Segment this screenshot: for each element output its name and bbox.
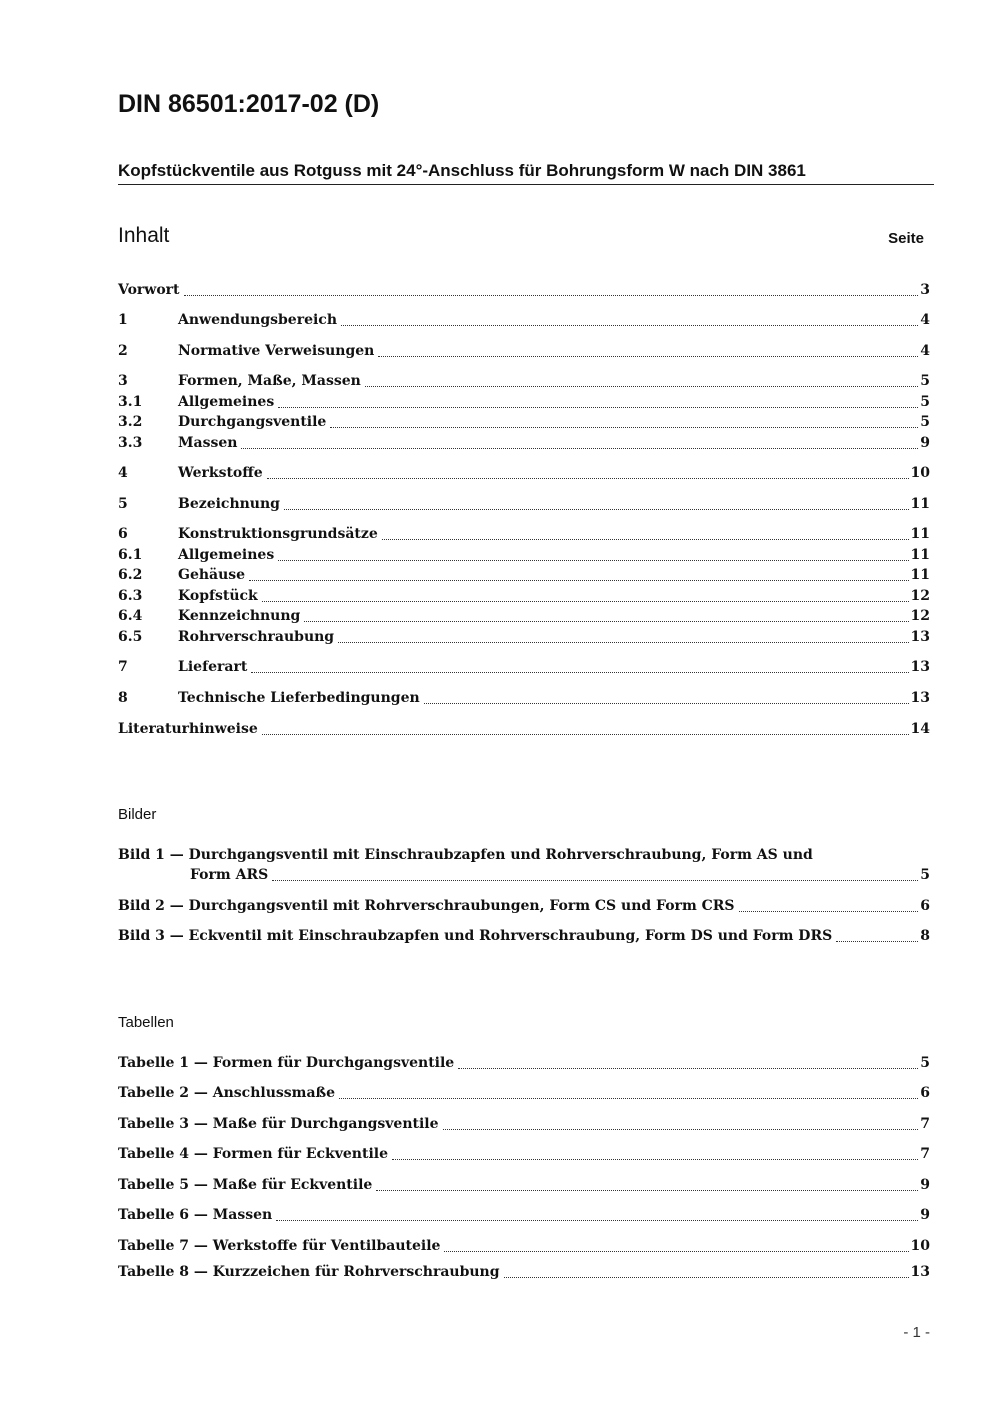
toc-entry-label: Tabelle 8 — Kurzzeichen für Rohrverschraubung [118,1264,500,1280]
toc-entry-number: 2 [118,343,128,359]
toc-entry[interactable] [118,565,930,585]
dot-leader [836,940,918,942]
toc-entry-label: Gehäuse [178,567,246,583]
toc-entry-label: Massen [178,435,238,451]
toc-entry[interactable] [118,463,930,483]
dot-leader [262,733,909,735]
toc-entry[interactable] [118,845,930,865]
toc-entry-number: 4 [118,465,128,481]
toc-entry[interactable] [118,586,930,606]
dot-leader [338,641,908,643]
toc-entry-page: 8 [920,928,930,944]
toc-entry-page: 5 [920,1055,930,1071]
toc-entry-label: Kopfstück [178,588,258,604]
toc-entry-number: 6 [118,526,128,542]
contents-heading: Inhalt [118,224,170,247]
page-column-label: Seite [888,230,924,247]
dot-leader [184,294,919,296]
toc-entry-page: 11 [910,496,930,512]
toc-entry-label: Bild 1 — Durchgangsventil mit Einschraubzapfen und Rohrverschraubung, Form AS und [118,847,813,863]
dot-leader [241,447,918,449]
dot-leader [458,1067,918,1069]
toc-entry-label: Tabelle 6 — Massen [118,1207,273,1223]
toc-entry-page: 11 [910,526,930,542]
toc-entry-label: Bild 2 — Durchgangsventil mit Rohrverschraubungen, Form CS und Form CRS [118,898,735,914]
toc-entry-page: 14 [910,721,930,737]
dot-leader [341,324,918,326]
toc-entry-label: Literaturhinweise [118,721,258,737]
toc-entry-number: 5 [118,496,128,512]
toc-entry-label: Lieferart [178,659,248,675]
dot-leader [267,477,909,479]
dot-leader [378,355,918,357]
dot-leader [392,1158,918,1160]
toc-entry-number: 8 [118,690,128,706]
dot-leader [339,1097,918,1099]
toc-entry[interactable] [118,341,930,361]
dot-leader [251,671,908,673]
toc-entry-number: 7 [118,659,128,675]
toc-entry-label: Tabelle 5 — Maße für Eckventile [118,1177,373,1193]
toc-entry-page: 10 [910,1238,930,1254]
toc-entry[interactable] [118,392,930,412]
toc-entry-label: Tabelle 3 — Maße für Durchgangsventile [118,1116,439,1132]
toc-entry-label: Anwendungsbereich [178,312,337,328]
toc-entry-page: 12 [910,588,930,604]
dot-leader [278,406,918,408]
toc-entry[interactable] [118,545,930,565]
toc-entry-label: Konstruktionsgrundsätze [178,526,378,542]
toc-entry-label: Rohrverschraubung [178,629,335,645]
toc-entry[interactable] [118,433,930,453]
toc-entry[interactable] [118,896,930,916]
toc-entry-page: 6 [920,1085,930,1101]
toc-entry-page: 10 [910,465,930,481]
toc-entry-label: Vorwort [118,282,180,298]
toc-entry[interactable] [118,627,930,647]
dot-leader [376,1189,918,1191]
toc-entry-label: Bild 3 — Eckventil mit Einschraubzapfen und Rohrverschraubung, Form DS und Form DRS [118,928,833,944]
toc-entry[interactable] [118,371,930,391]
dot-leader [382,538,909,540]
dot-leader [262,600,909,602]
dot-leader [272,879,918,881]
toc-entry-page: 7 [920,1146,930,1162]
toc-entry-label: Tabelle 4 — Formen für Eckventile [118,1146,388,1162]
toc-entry-page: 12 [910,608,930,624]
toc-entry-page: 13 [910,659,930,675]
toc-entry-page: 9 [920,1177,930,1193]
toc-entry[interactable] [118,657,930,677]
toc-entry-label: Allgemeines [178,547,275,563]
toc-entry-page: 5 [920,414,930,430]
toc-entry[interactable] [118,865,930,885]
toc-entry-page: 11 [910,567,930,583]
dot-leader [443,1128,919,1130]
toc-entry[interactable] [118,494,930,514]
dot-leader [304,620,908,622]
toc-entry-label: Tabelle 7 — Werkstoffe für Ventilbauteile [118,1238,441,1254]
toc-entry-number: 3 [118,373,128,389]
toc-entry-page: 7 [920,1116,930,1132]
toc-entry[interactable] [118,1114,930,1134]
toc-entry-page: 6 [920,898,930,914]
toc-entry-label: Tabelle 2 — Anschlussmaße [118,1085,336,1101]
toc-entry-number: 6.5 [118,629,143,645]
toc-entry[interactable] [118,1175,930,1195]
toc-entry-label: Formen, Maße, Massen [178,373,361,389]
toc-entry-number: 1 [118,312,128,328]
dot-leader [278,559,908,561]
toc-entry[interactable] [118,1262,930,1282]
toc-entry-number: 6.3 [118,588,143,604]
dot-leader [504,1276,909,1278]
toc-entry-page: 9 [920,435,930,451]
toc-entry-page: 13 [910,629,930,645]
toc-entry-number: 3.3 [118,435,143,451]
toc-entry-label: Normative Verweisungen [178,343,375,359]
toc-entry-page: 3 [920,282,930,298]
toc-entry-number: 6.2 [118,567,143,583]
toc-entry[interactable] [118,688,930,708]
dot-leader [249,579,908,581]
toc-entry-label: Allgemeines [178,394,275,410]
toc-entry-page: 13 [910,690,930,706]
toc-entry-label: Bezeichnung [178,496,280,512]
toc-entry[interactable] [118,926,930,946]
toc-entry-label: Werkstoffe [178,465,263,481]
dot-leader [365,385,918,387]
toc-entry-page: 13 [910,1264,930,1280]
dot-leader [276,1219,918,1221]
toc-entry[interactable] [118,412,930,432]
toc-entry-label: Tabelle 1 — Formen für Durchgangsventile [118,1055,455,1071]
toc-entry[interactable] [118,1144,930,1164]
toc-entry[interactable] [118,719,930,739]
tables-heading: Tabellen [118,1014,174,1031]
page-number: - 1 - [903,1324,930,1341]
toc-entry[interactable] [118,1205,930,1225]
toc-entry-page: 9 [920,1207,930,1223]
document-subtitle: Kopfstückventile aus Rotguss mit 24°-Anschluss für Bohrungsform W nach DIN 3861 [118,161,934,185]
toc-entry-page: 4 [920,343,930,359]
toc-entry-page: 11 [910,547,930,563]
toc-entry-page: 5 [920,394,930,410]
toc-entry-page: 5 [920,373,930,389]
toc-entry-number: 3.1 [118,394,143,410]
toc-entry[interactable] [118,280,930,300]
dot-leader [330,426,918,428]
toc-entry-label: Kennzeichnung [178,608,301,624]
toc-entry-page: 4 [920,312,930,328]
toc-entry[interactable] [118,606,930,626]
toc-entry[interactable] [118,524,930,544]
toc-entry-number: 6.4 [118,608,143,624]
document-id: DIN 86501:2017-02 (D) [118,90,380,118]
dot-leader [424,702,909,704]
dot-leader [444,1250,908,1252]
toc-entry-label: Technische Lieferbedingungen [178,690,420,706]
dot-leader [739,910,919,912]
toc-entry[interactable] [118,1053,930,1073]
toc-entry-number: 6.1 [118,547,143,563]
toc-entry-page: 5 [920,867,930,883]
toc-entry[interactable] [118,1083,930,1103]
figures-heading: Bilder [118,806,157,823]
toc-entry-number: 3.2 [118,414,143,430]
toc-entry[interactable] [118,1236,930,1256]
toc-entry[interactable] [118,310,930,330]
dot-leader [284,508,909,510]
toc-entry-label: Form ARS [190,867,269,883]
toc-entry-label: Durchgangsventile [178,414,327,430]
